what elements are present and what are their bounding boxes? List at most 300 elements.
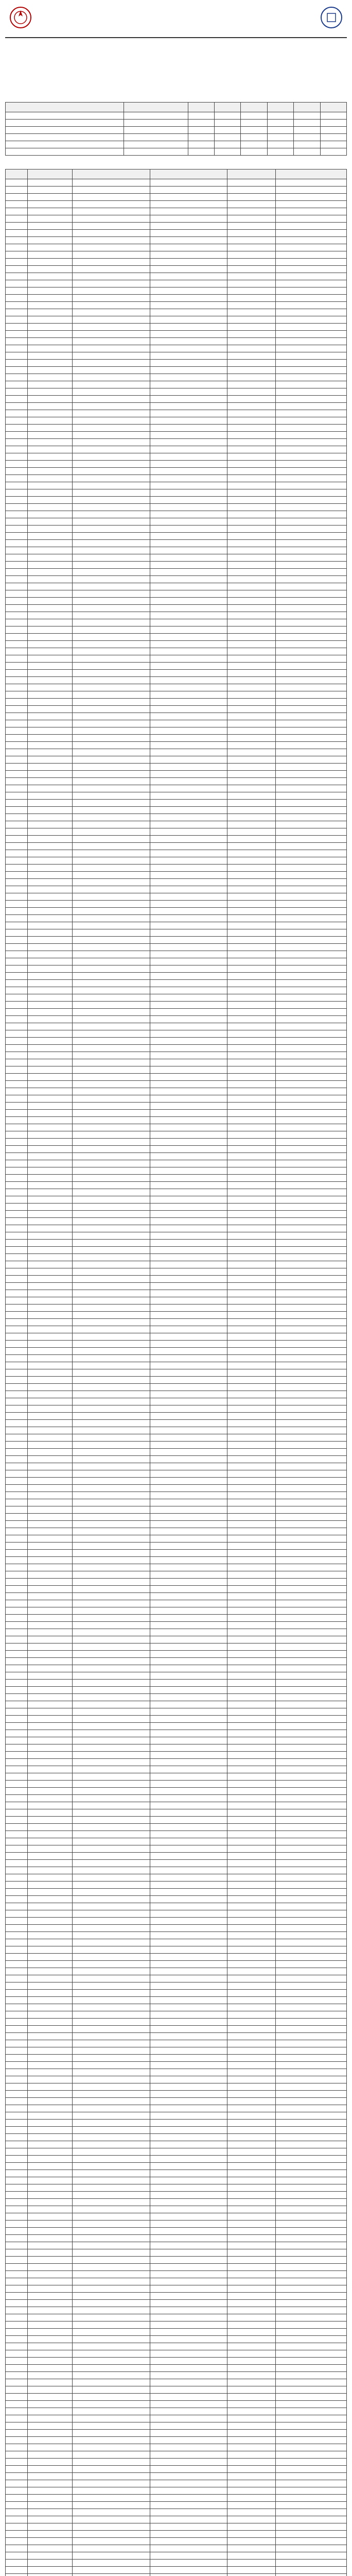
roster-cell-father bbox=[150, 497, 227, 504]
roster-cell-district bbox=[227, 2242, 276, 2249]
table-row bbox=[6, 2083, 347, 2091]
roster-cell-father bbox=[150, 1550, 227, 1557]
roster-cell-district bbox=[227, 1564, 276, 1571]
roster-cell-name bbox=[73, 2098, 150, 2105]
roster-cell-roll bbox=[27, 1247, 72, 1254]
roster-cell-father bbox=[150, 1809, 227, 1817]
table-row bbox=[6, 1643, 347, 1651]
roster-cell-sn bbox=[6, 2336, 28, 2343]
roster-cell-remarks bbox=[275, 2480, 346, 2487]
roster-cell-roll bbox=[27, 2502, 72, 2509]
roster-cell-father bbox=[150, 482, 227, 489]
roster-cell-remarks bbox=[275, 1052, 346, 1059]
roster-cell-name bbox=[73, 2148, 150, 2156]
roster-cell-remarks bbox=[275, 1593, 346, 1600]
roster-cell-roll bbox=[27, 706, 72, 713]
table-row bbox=[6, 179, 347, 187]
roster-cell-name bbox=[73, 1139, 150, 1146]
table-row bbox=[6, 381, 347, 388]
roster-cell-remarks bbox=[275, 655, 346, 663]
roster-cell-sn bbox=[6, 2545, 28, 2552]
roster-cell-name bbox=[73, 1636, 150, 1643]
roster-cell-sn bbox=[6, 2358, 28, 2365]
roster-cell-sn bbox=[6, 1456, 28, 1463]
roster-cell-name bbox=[73, 2480, 150, 2487]
roster-cell-name bbox=[73, 1225, 150, 1232]
roster-cell-name bbox=[73, 1254, 150, 1261]
table-row bbox=[6, 1521, 347, 1528]
roster-cell-remarks bbox=[275, 2372, 346, 2379]
roster-cell-name bbox=[73, 1571, 150, 1579]
roster-cell-sn bbox=[6, 360, 28, 367]
roster-cell-remarks bbox=[275, 937, 346, 944]
roster-cell-name bbox=[73, 309, 150, 316]
roster-cell-roll bbox=[27, 1377, 72, 1384]
roster-cell-father bbox=[150, 259, 227, 266]
roster-cell-remarks bbox=[275, 893, 346, 901]
roster-cell-roll bbox=[27, 2055, 72, 2062]
roster-cell-roll bbox=[27, 908, 72, 915]
summary-cell bbox=[215, 148, 241, 156]
roster-cell-sn bbox=[6, 1643, 28, 1651]
roster-cell-father bbox=[150, 720, 227, 727]
roster-cell-district bbox=[227, 2386, 276, 2394]
roster-cell-remarks bbox=[275, 1874, 346, 1882]
table-row bbox=[6, 2271, 347, 2278]
roster-cell-roll bbox=[27, 425, 72, 432]
roster-cell-roll bbox=[27, 2156, 72, 2163]
roster-cell-father bbox=[150, 1196, 227, 1204]
roster-cell-remarks bbox=[275, 1434, 346, 1442]
table-row bbox=[6, 2495, 347, 2502]
roster-cell-district bbox=[227, 2285, 276, 2293]
roster-cell-roll bbox=[27, 1550, 72, 1557]
roster-cell-name bbox=[73, 1701, 150, 1708]
roster-cell-sn bbox=[6, 1052, 28, 1059]
roster-cell-name bbox=[73, 1103, 150, 1110]
roster-cell-remarks bbox=[275, 223, 346, 230]
roster-cell-roll bbox=[27, 1694, 72, 1701]
roster-cell-father bbox=[150, 1276, 227, 1283]
roster-cell-father bbox=[150, 915, 227, 922]
roster-cell-sn bbox=[6, 2055, 28, 2062]
summary-header-row bbox=[6, 103, 347, 112]
summary-cell bbox=[294, 120, 320, 127]
table-row bbox=[6, 1838, 347, 1845]
roster-cell-name bbox=[73, 1896, 150, 1903]
roster-cell-father bbox=[150, 2545, 227, 2552]
table-row bbox=[6, 1038, 347, 1045]
roster-cell-remarks bbox=[275, 2192, 346, 2199]
roster-cell-remarks bbox=[275, 1167, 346, 1175]
roster-cell-name bbox=[73, 792, 150, 800]
roster-cell-roll bbox=[27, 965, 72, 973]
roster-cell-name bbox=[73, 865, 150, 872]
roster-cell-remarks bbox=[275, 1514, 346, 1521]
roster-cell-remarks bbox=[275, 1831, 346, 1838]
roster-cell-district bbox=[227, 583, 276, 590]
roster-cell-father bbox=[150, 2415, 227, 2422]
table-row bbox=[6, 1506, 347, 1514]
roster-cell-sn bbox=[6, 1002, 28, 1009]
roster-cell-name bbox=[73, 879, 150, 886]
roster-cell-father bbox=[150, 273, 227, 280]
roster-cell-sn bbox=[6, 2480, 28, 2487]
table-row bbox=[6, 2509, 347, 2516]
roster-cell-sn bbox=[6, 879, 28, 886]
roster-cell-father bbox=[150, 446, 227, 453]
roster-cell-roll bbox=[27, 677, 72, 684]
roster-cell-remarks bbox=[275, 951, 346, 958]
roster-cell-roll bbox=[27, 1889, 72, 1896]
roster-cell-remarks bbox=[275, 720, 346, 727]
roster-cell-district bbox=[227, 2134, 276, 2141]
summary-label bbox=[6, 141, 124, 148]
roster-cell-sn bbox=[6, 1831, 28, 1838]
roster-cell-sn bbox=[6, 1586, 28, 1593]
roster-cell-father bbox=[150, 1218, 227, 1225]
table-row bbox=[6, 937, 347, 944]
roster-cell-district bbox=[227, 1348, 276, 1355]
roster-cell-roll bbox=[27, 1975, 72, 1982]
roster-cell-district bbox=[227, 1247, 276, 1254]
roster-cell-district bbox=[227, 2213, 276, 2221]
roster-cell-remarks bbox=[275, 1809, 346, 1817]
roster-cell-sn bbox=[6, 1449, 28, 1456]
table-row bbox=[6, 432, 347, 439]
roster-cell-district bbox=[227, 2271, 276, 2278]
roster-cell-sn bbox=[6, 1982, 28, 1990]
roster-cell-father bbox=[150, 828, 227, 836]
roster-cell-roll bbox=[27, 663, 72, 670]
roster-cell-name bbox=[73, 1117, 150, 1124]
roster-cell-father bbox=[150, 1910, 227, 1918]
roster-cell-sn bbox=[6, 1088, 28, 1095]
roster-cell-name bbox=[73, 778, 150, 785]
roster-cell-district bbox=[227, 2365, 276, 2372]
roster-cell-district bbox=[227, 1066, 276, 1074]
roster-cell-roll bbox=[27, 396, 72, 403]
roster-cell-district bbox=[227, 2278, 276, 2285]
roster-cell-remarks bbox=[275, 2011, 346, 2019]
roster-cell-roll bbox=[27, 2523, 72, 2531]
table-row bbox=[6, 410, 347, 417]
roster-cell-name bbox=[73, 2134, 150, 2141]
roster-cell-roll bbox=[27, 1622, 72, 1629]
summary-cell bbox=[267, 141, 293, 148]
roster-cell-remarks bbox=[275, 929, 346, 937]
table-row bbox=[6, 1759, 347, 1766]
table-row bbox=[6, 1312, 347, 1319]
roster-cell-roll bbox=[27, 1268, 72, 1276]
roster-cell-sn bbox=[6, 2278, 28, 2285]
roster-cell-roll bbox=[27, 324, 72, 331]
table-row bbox=[6, 453, 347, 461]
roster-cell-roll bbox=[27, 590, 72, 598]
roster-cell-name bbox=[73, 518, 150, 526]
roster-cell-district bbox=[227, 388, 276, 396]
roster-cell-father bbox=[150, 1730, 227, 1737]
roster-cell-name bbox=[73, 2271, 150, 2278]
roster-cell-father bbox=[150, 2213, 227, 2221]
roster-cell-roll bbox=[27, 1182, 72, 1189]
table-row bbox=[6, 1283, 347, 1290]
summary-row bbox=[6, 141, 347, 148]
roster-cell-remarks bbox=[275, 187, 346, 194]
roster-cell-roll bbox=[27, 684, 72, 691]
roster-cell-remarks bbox=[275, 1268, 346, 1276]
roster-cell-district bbox=[227, 1182, 276, 1189]
roster-cell-district bbox=[227, 2430, 276, 2437]
roster-col-header bbox=[227, 170, 276, 179]
roster-cell-father bbox=[150, 533, 227, 540]
roster-cell-name bbox=[73, 1795, 150, 1802]
roster-cell-district bbox=[227, 1095, 276, 1103]
roster-cell-remarks bbox=[275, 324, 346, 331]
roster-cell-sn bbox=[6, 1925, 28, 1932]
roster-cell-district bbox=[227, 179, 276, 187]
table-row bbox=[6, 1571, 347, 1579]
roster-cell-roll bbox=[27, 2249, 72, 2257]
table-row bbox=[6, 1528, 347, 1535]
roster-cell-remarks bbox=[275, 2098, 346, 2105]
roster-cell-district bbox=[227, 1456, 276, 1463]
table-row bbox=[6, 208, 347, 215]
roster-cell-remarks bbox=[275, 540, 346, 547]
roster-cell-roll bbox=[27, 2422, 72, 2430]
roster-cell-district bbox=[227, 1398, 276, 1405]
table-row bbox=[6, 1268, 347, 1276]
roster-cell-district bbox=[227, 915, 276, 922]
roster-cell-sn bbox=[6, 1492, 28, 1499]
roster-cell-district bbox=[227, 886, 276, 893]
table-row bbox=[6, 764, 347, 771]
roster-cell-remarks bbox=[275, 338, 346, 345]
roster-cell-sn bbox=[6, 1961, 28, 1968]
roster-cell-sn bbox=[6, 634, 28, 641]
roster-cell-father bbox=[150, 1860, 227, 1867]
roster-cell-remarks bbox=[275, 417, 346, 425]
roster-cell-father bbox=[150, 468, 227, 475]
roster-cell-roll bbox=[27, 1499, 72, 1506]
roster-cell-remarks bbox=[275, 2516, 346, 2523]
summary-col-header bbox=[215, 103, 241, 112]
table-row bbox=[6, 2221, 347, 2228]
roster-cell-sn bbox=[6, 2408, 28, 2415]
roster-cell-remarks bbox=[275, 2459, 346, 2466]
roster-cell-roll bbox=[27, 1405, 72, 1413]
roster-cell-remarks bbox=[275, 965, 346, 973]
roster-cell-sn bbox=[6, 2538, 28, 2545]
roster-cell-father bbox=[150, 1434, 227, 1442]
roster-cell-roll bbox=[27, 1831, 72, 1838]
roster-cell-district bbox=[227, 1485, 276, 1492]
roster-cell-district bbox=[227, 1110, 276, 1117]
roster-cell-remarks bbox=[275, 821, 346, 828]
roster-cell-sn bbox=[6, 446, 28, 453]
roster-cell-district bbox=[227, 2293, 276, 2300]
table-row bbox=[6, 1716, 347, 1723]
roster-cell-sn bbox=[6, 684, 28, 691]
roster-cell-remarks bbox=[275, 1304, 346, 1312]
roster-cell-name bbox=[73, 1809, 150, 1817]
roster-cell-sn bbox=[6, 497, 28, 504]
table-row bbox=[6, 2516, 347, 2523]
table-row bbox=[6, 2531, 347, 2538]
commission-emblem-icon bbox=[320, 6, 343, 29]
table-row bbox=[6, 1615, 347, 1622]
summary-sub bbox=[124, 127, 188, 134]
roster-cell-remarks bbox=[275, 1521, 346, 1528]
roster-cell-father bbox=[150, 1759, 227, 1766]
roster-cell-remarks bbox=[275, 1341, 346, 1348]
roster-cell-remarks bbox=[275, 1932, 346, 1939]
roster-col-header bbox=[73, 170, 150, 179]
roster-cell-district bbox=[227, 1434, 276, 1442]
roster-cell-remarks bbox=[275, 2242, 346, 2249]
roster-cell-father bbox=[150, 901, 227, 908]
roster-cell-name bbox=[73, 843, 150, 850]
roster-cell-district bbox=[227, 1925, 276, 1932]
roster-cell-district bbox=[227, 504, 276, 511]
roster-cell-name bbox=[73, 965, 150, 973]
roster-cell-father bbox=[150, 850, 227, 857]
roster-cell-district bbox=[227, 1744, 276, 1752]
roster-cell-father bbox=[150, 807, 227, 814]
roster-cell-name bbox=[73, 1463, 150, 1470]
roster-cell-roll bbox=[27, 2451, 72, 2459]
roster-cell-father bbox=[150, 1658, 227, 1665]
roster-cell-roll bbox=[27, 533, 72, 540]
roster-cell-district bbox=[227, 1038, 276, 1045]
summary-sub bbox=[124, 141, 188, 148]
roster-cell-sn bbox=[6, 1167, 28, 1175]
roster-cell-father bbox=[150, 2170, 227, 2177]
roster-cell-remarks bbox=[275, 2278, 346, 2285]
roster-cell-remarks bbox=[275, 2560, 346, 2567]
roster-cell-district bbox=[227, 482, 276, 489]
roster-cell-sn bbox=[6, 749, 28, 756]
roster-cell-sn bbox=[6, 850, 28, 857]
roster-cell-roll bbox=[27, 1773, 72, 1781]
roster-cell-remarks bbox=[275, 2019, 346, 2026]
roster-cell-father bbox=[150, 244, 227, 251]
roster-cell-roll bbox=[27, 1204, 72, 1211]
roster-cell-father bbox=[150, 1514, 227, 1521]
roster-cell-father bbox=[150, 1882, 227, 1889]
roster-cell-remarks bbox=[275, 2033, 346, 2040]
roster-cell-sn bbox=[6, 2422, 28, 2430]
roster-cell-remarks bbox=[275, 2062, 346, 2069]
table-row bbox=[6, 886, 347, 893]
roster-cell-remarks bbox=[275, 1759, 346, 1766]
roster-cell-father bbox=[150, 973, 227, 980]
roster-cell-sn bbox=[6, 2127, 28, 2134]
roster-cell-remarks bbox=[275, 1817, 346, 1824]
summary-col-header bbox=[267, 103, 293, 112]
roster-cell-father bbox=[150, 994, 227, 1002]
roster-cell-remarks bbox=[275, 1651, 346, 1658]
roster-cell-name bbox=[73, 1550, 150, 1557]
roster-cell-remarks bbox=[275, 2473, 346, 2480]
roster-cell-name bbox=[73, 626, 150, 634]
roster-cell-father bbox=[150, 958, 227, 965]
roster-cell-sn bbox=[6, 1153, 28, 1160]
roster-cell-sn bbox=[6, 569, 28, 576]
roster-cell-father bbox=[150, 1694, 227, 1701]
roster-cell-father bbox=[150, 1737, 227, 1744]
roster-cell-father bbox=[150, 1831, 227, 1838]
roster-col-header bbox=[27, 170, 72, 179]
roster-cell-sn bbox=[6, 1607, 28, 1615]
table-row bbox=[6, 2329, 347, 2336]
roster-cell-district bbox=[227, 331, 276, 338]
roster-cell-roll bbox=[27, 208, 72, 215]
table-row bbox=[6, 316, 347, 324]
roster-cell-remarks bbox=[275, 1261, 346, 1268]
roster-cell-name bbox=[73, 980, 150, 987]
roster-cell-roll bbox=[27, 352, 72, 360]
roster-cell-name bbox=[73, 1954, 150, 1961]
roster-cell-father bbox=[150, 1946, 227, 1954]
roster-cell-father bbox=[150, 194, 227, 201]
roster-cell-district bbox=[227, 590, 276, 598]
summary-sub bbox=[124, 112, 188, 120]
roster-cell-roll bbox=[27, 742, 72, 749]
roster-cell-sn bbox=[6, 951, 28, 958]
roster-cell-remarks bbox=[275, 2358, 346, 2365]
roster-cell-sn bbox=[6, 2314, 28, 2321]
roster-cell-remarks bbox=[275, 1997, 346, 2004]
table-row bbox=[6, 1975, 347, 1982]
roster-cell-sn bbox=[6, 1708, 28, 1716]
roster-cell-remarks bbox=[275, 208, 346, 215]
roster-cell-roll bbox=[27, 1680, 72, 1687]
roster-cell-father bbox=[150, 2278, 227, 2285]
roster-cell-name bbox=[73, 1189, 150, 1196]
roster-cell-roll bbox=[27, 2415, 72, 2422]
roster-cell-roll bbox=[27, 1506, 72, 1514]
roster-cell-sn bbox=[6, 1240, 28, 1247]
summary-sub bbox=[124, 134, 188, 141]
roster-cell-roll bbox=[27, 194, 72, 201]
roster-body bbox=[6, 179, 347, 2576]
roster-cell-roll bbox=[27, 1535, 72, 1543]
roster-cell-district bbox=[227, 655, 276, 663]
roster-cell-name bbox=[73, 2228, 150, 2235]
roster-cell-district bbox=[227, 547, 276, 554]
roster-cell-roll bbox=[27, 2242, 72, 2249]
roster-cell-name bbox=[73, 2401, 150, 2408]
roster-cell-remarks bbox=[275, 2567, 346, 2574]
table-row bbox=[6, 778, 347, 785]
roster-cell-father bbox=[150, 713, 227, 720]
roster-cell-roll bbox=[27, 576, 72, 583]
roster-cell-district bbox=[227, 1730, 276, 1737]
roster-cell-name bbox=[73, 1038, 150, 1045]
table-row bbox=[6, 1276, 347, 1283]
roster-cell-district bbox=[227, 2372, 276, 2379]
roster-cell-roll bbox=[27, 562, 72, 569]
roster-cell-district bbox=[227, 1961, 276, 1968]
table-row bbox=[6, 965, 347, 973]
roster-cell-district bbox=[227, 1059, 276, 1066]
roster-cell-district bbox=[227, 865, 276, 872]
roster-cell-name bbox=[73, 1427, 150, 1434]
roster-cell-sn bbox=[6, 273, 28, 280]
roster-cell-roll bbox=[27, 641, 72, 648]
roster-cell-district bbox=[227, 663, 276, 670]
